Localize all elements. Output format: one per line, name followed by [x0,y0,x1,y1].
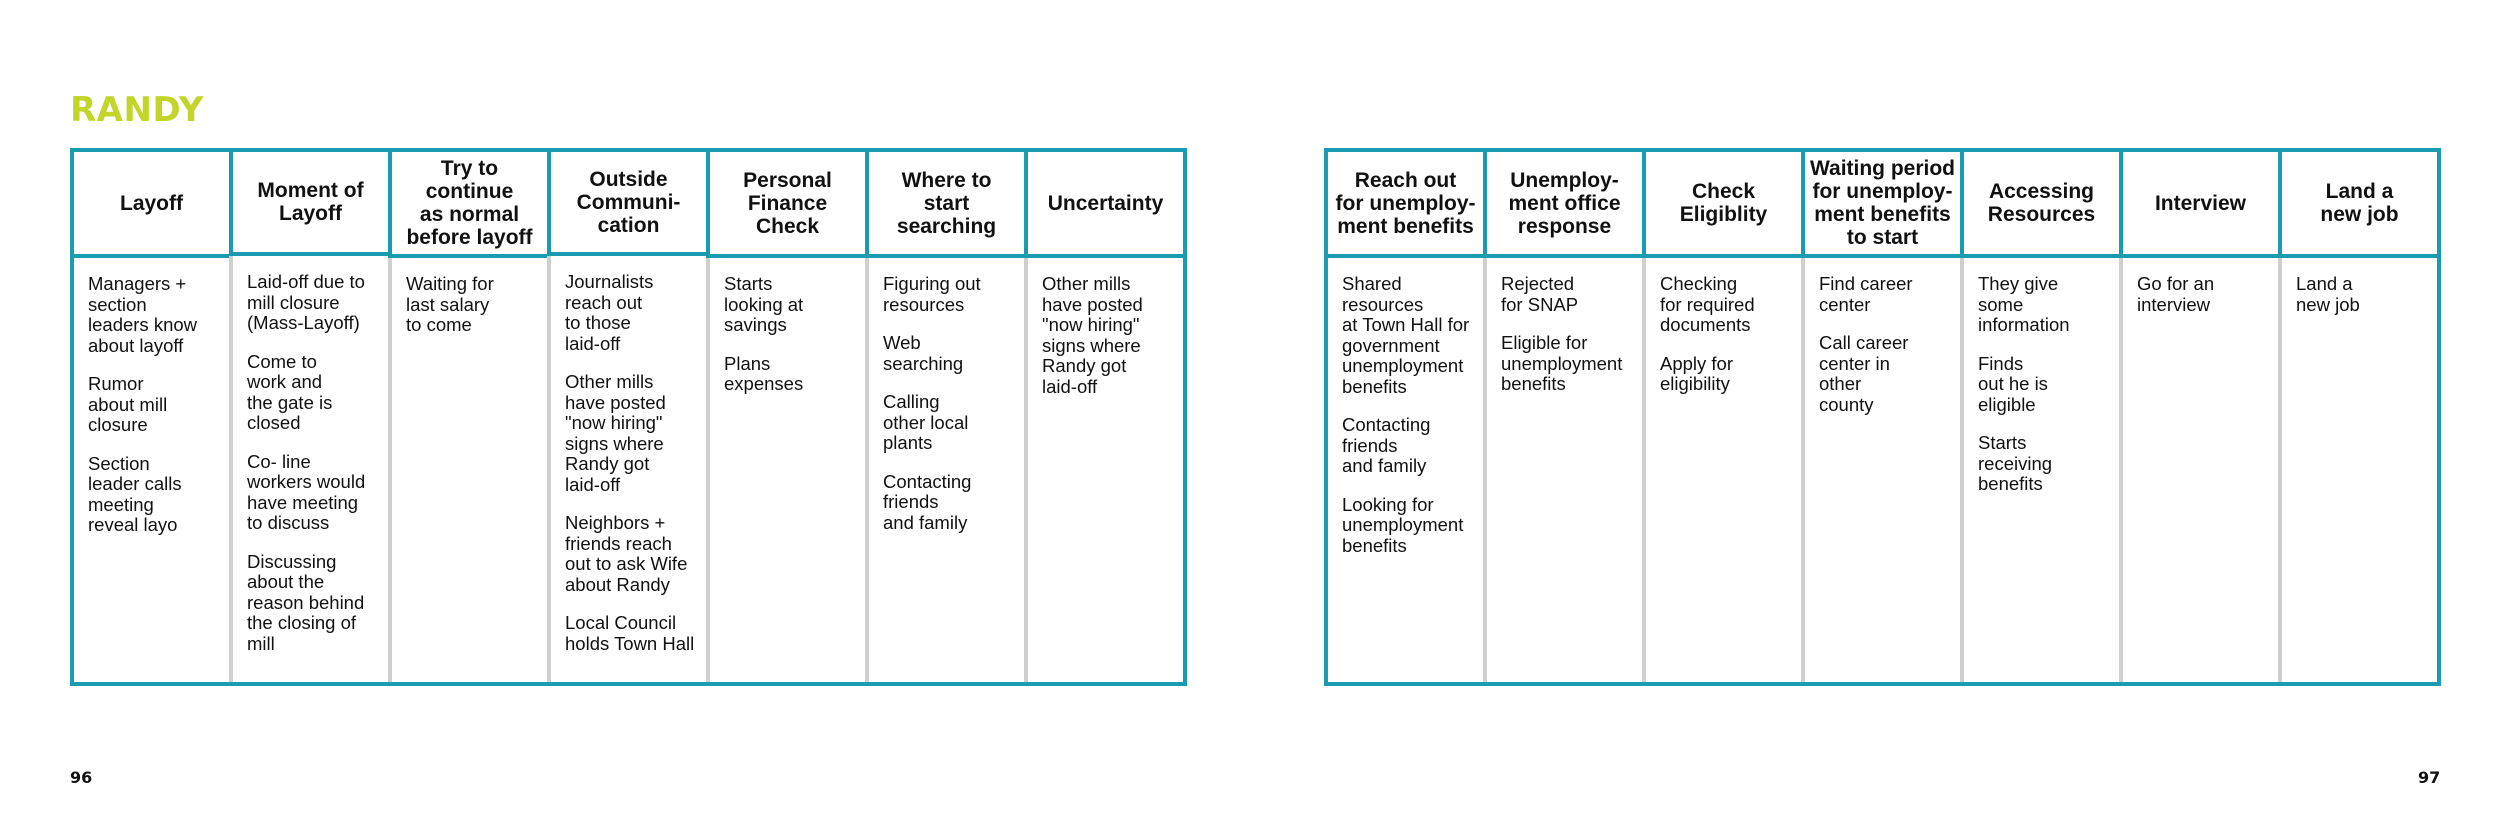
stage-notes [1646,258,1801,682]
stage-notes [1328,258,1483,682]
stage-note: Calling other local plants [883,391,969,453]
stage-title: Outside Communi- cation [547,152,706,256]
stage-note: Other mills have posted "now hiring" signs where Randy got laid-off [1042,273,1143,397]
stage-notes [2123,258,2278,682]
stage-column [1960,152,2119,682]
stage-column [74,152,229,682]
stage-note: Neighbors + friends reach out to ask Wife about Randy [565,512,688,595]
stage-note: Journalists reach out to those laid-off [565,271,654,354]
stage-notes [710,258,865,682]
stage-note: Section leader calls meeting reveal layo [88,452,182,535]
page-number-right: 97 [2418,768,2441,787]
journey-map-left [70,148,1187,686]
stage-note: Shared resources at Town Hall for government unemployment benefits [1342,273,1470,397]
stage-title: Reach out for unemploy- ment benefits [1328,152,1483,258]
stage-note: Eligible for unemployment benefits [1501,332,1623,394]
stage-note: Find career center [1819,273,1913,315]
stage-column [1328,152,1483,682]
stage-note: Rumor about mill closure [88,373,168,435]
stage-note: Figuring out resources [883,273,981,315]
page-number-left: 96 [70,768,93,787]
stage-column [1024,152,1183,682]
stage-note: Managers + section leaders know about layoff [88,273,198,356]
stage-title: Land a new job [2278,152,2437,258]
stage-note: Land a new job [2296,273,2360,315]
stage-title: Where to start searching [865,152,1024,258]
stage-note: Contacting friends and family [883,470,972,533]
stage-column [1642,152,1801,682]
stage-notes [74,258,229,682]
stage-note: Co- line workers would have meeting to discuss [247,450,366,533]
stage-notes [551,256,706,682]
stage-title: Accessing Resources [1960,152,2119,258]
stage-title: Interview [2119,152,2278,258]
stage-notes [1487,258,1642,682]
stage-notes [392,258,547,682]
stage-column [388,152,547,682]
stage-column [2278,152,2437,682]
stage-notes [233,256,388,682]
stage-note: Checking for required documents [1660,273,1755,335]
stage-notes [1028,258,1183,682]
stage-note: Apply for eligibility [1660,352,1734,394]
stage-title: Try to continue as normal before layoff [388,152,547,258]
stage-note: Looking for unemployment benefits [1342,493,1464,556]
stage-note: Discussing about the reason behind the closing of mill [247,550,365,654]
stage-column [1483,152,1642,682]
stage-notes [2282,258,2437,682]
stage-title: Layoff [74,152,229,258]
stage-note: Call career center in other county [1819,332,1909,415]
stage-column [2119,152,2278,682]
persona-title: RANDY [70,90,204,130]
stage-notes [869,258,1024,682]
stage-note: Web searching [883,332,964,374]
journey-map-right [1324,148,2441,686]
stage-title: Personal Finance Check [706,152,865,258]
stage-note: Come to work and the gate is closed [247,350,333,433]
stage-note: Waiting for last salary to come [406,273,494,335]
stage-note: Laid-off due to mill closure (Mass-Layoff) [247,271,365,333]
stage-note: Starts receiving benefits [1978,432,2053,494]
stage-notes [1964,258,2119,682]
stage-title: Unemploy- ment office response [1483,152,1642,258]
stage-title: Moment of Layoff [229,152,388,256]
stage-note: Go for an interview [2137,273,2215,315]
stage-note: They give some information [1978,273,2070,335]
stage-note: Starts looking at savings [724,273,804,335]
stage-note: Plans expenses [724,352,804,394]
stage-title: Check Eligiblity [1642,152,1801,258]
stage-column [547,152,706,682]
stage-title: Waiting period for unemploy- ment benefits to start [1801,152,1960,258]
stage-column [1801,152,1960,682]
stage-note: Other mills have posted "now hiring" signs where Randy got laid-off [565,371,666,495]
stage-column [706,152,865,682]
stage-note: Rejected for SNAP [1501,273,1579,315]
stage-column [865,152,1024,682]
stage-note: Finds out he is eligible [1978,352,2048,415]
stage-column [229,152,388,682]
stage-note: Contacting friends and family [1342,414,1431,476]
stage-note: Local Council holds Town Hall [565,612,695,654]
stage-title: Uncertainty [1024,152,1183,258]
stage-notes [1805,258,1960,682]
